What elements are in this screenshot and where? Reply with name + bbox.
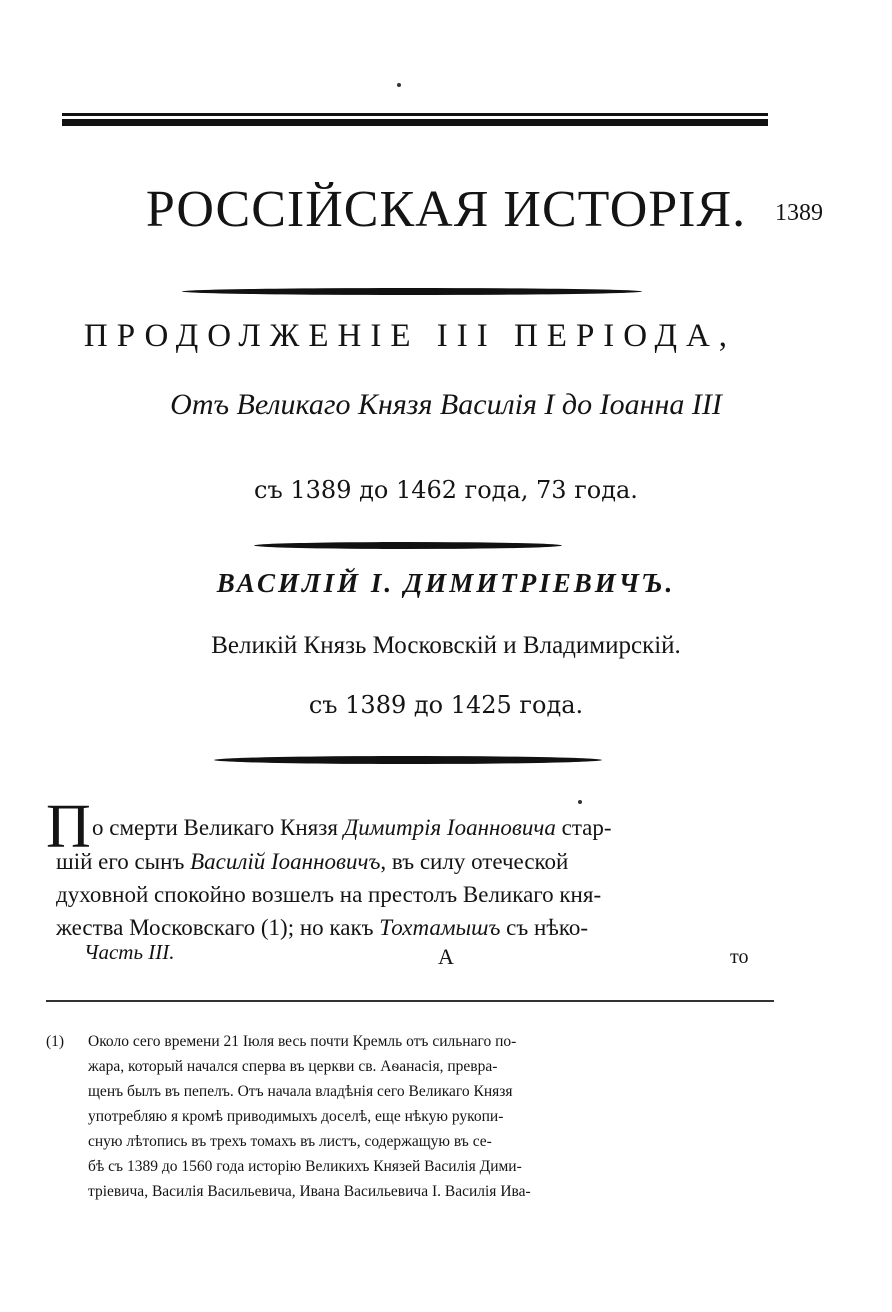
header-double-rule <box>62 113 768 127</box>
body-line: о смерти Великаго Князя Димитрія Іоанновича стар- <box>92 815 612 840</box>
footnote-line: Около сего времени 21 Іюля весь почти Кремль отъ сильнаго по- <box>88 1033 517 1050</box>
footnote-line: жара, который начался сперва въ церкви св. Аѳанасія, превра- <box>88 1058 498 1075</box>
volume-part-label: Часть III. <box>84 940 175 964</box>
margin-year: 1389 <box>775 200 823 226</box>
period-years: съ 1389 до 1462 года, 73 года. <box>254 476 638 504</box>
chapter-divider <box>214 756 602 764</box>
footnote-line: употребляю я кромѣ приводимыхъ доселѣ, еще нѣкую рукопи- <box>88 1108 504 1125</box>
period-subtitle: Отъ Великаго Князя Василія I до Іоанна III <box>170 388 722 421</box>
footnote-marker: (1) <box>46 1033 65 1050</box>
catchword: то <box>730 946 749 968</box>
signature-mark: А <box>438 944 454 969</box>
ruler-title: Великій Князь Московскій и Владимирскій. <box>211 632 681 659</box>
footnote-line: сную лѣтопись въ трехъ томахъ въ листъ, содержащую въ се- <box>88 1133 492 1150</box>
continuation-heading: ПРОДОЛЖЕНІЕ III ПЕРІОДА, <box>83 318 737 354</box>
body-line: духовной спокойно возшелъ на престолъ Великаго кня- <box>56 882 602 907</box>
footnote-line: бѣ съ 1389 до 1560 года исторію Великихъ Князей Василія Дими- <box>88 1158 522 1175</box>
title-divider <box>182 288 642 295</box>
ruler-name: ВАСИЛІЙ I. ДИМИТРІЕВИЧЪ. <box>216 568 676 598</box>
section-divider <box>254 542 562 549</box>
reign-years: съ 1389 до 1425 года. <box>308 691 584 719</box>
body-line: жества Московскаго (1); но какъ Тохтамышъ съ нѣко- <box>56 915 588 940</box>
footnote-line: тріевича, Василія Васильевича, Ивана Васильевича I. Василія Ива- <box>88 1183 531 1200</box>
page-title: РОССІЙСКАЯ ИСТОРІЯ. <box>145 181 747 238</box>
ink-speck <box>397 83 401 87</box>
drop-cap: П <box>46 793 91 861</box>
body-line: шій его сынъ Василій Іоанновичъ, въ силу отеческой <box>56 849 569 874</box>
footnote-rule <box>46 1000 774 1002</box>
ink-speck <box>578 800 582 804</box>
footnote-line: щенъ былъ въ пепелъ. Отъ начала владѣнія сего Великаго Князя <box>88 1083 513 1100</box>
